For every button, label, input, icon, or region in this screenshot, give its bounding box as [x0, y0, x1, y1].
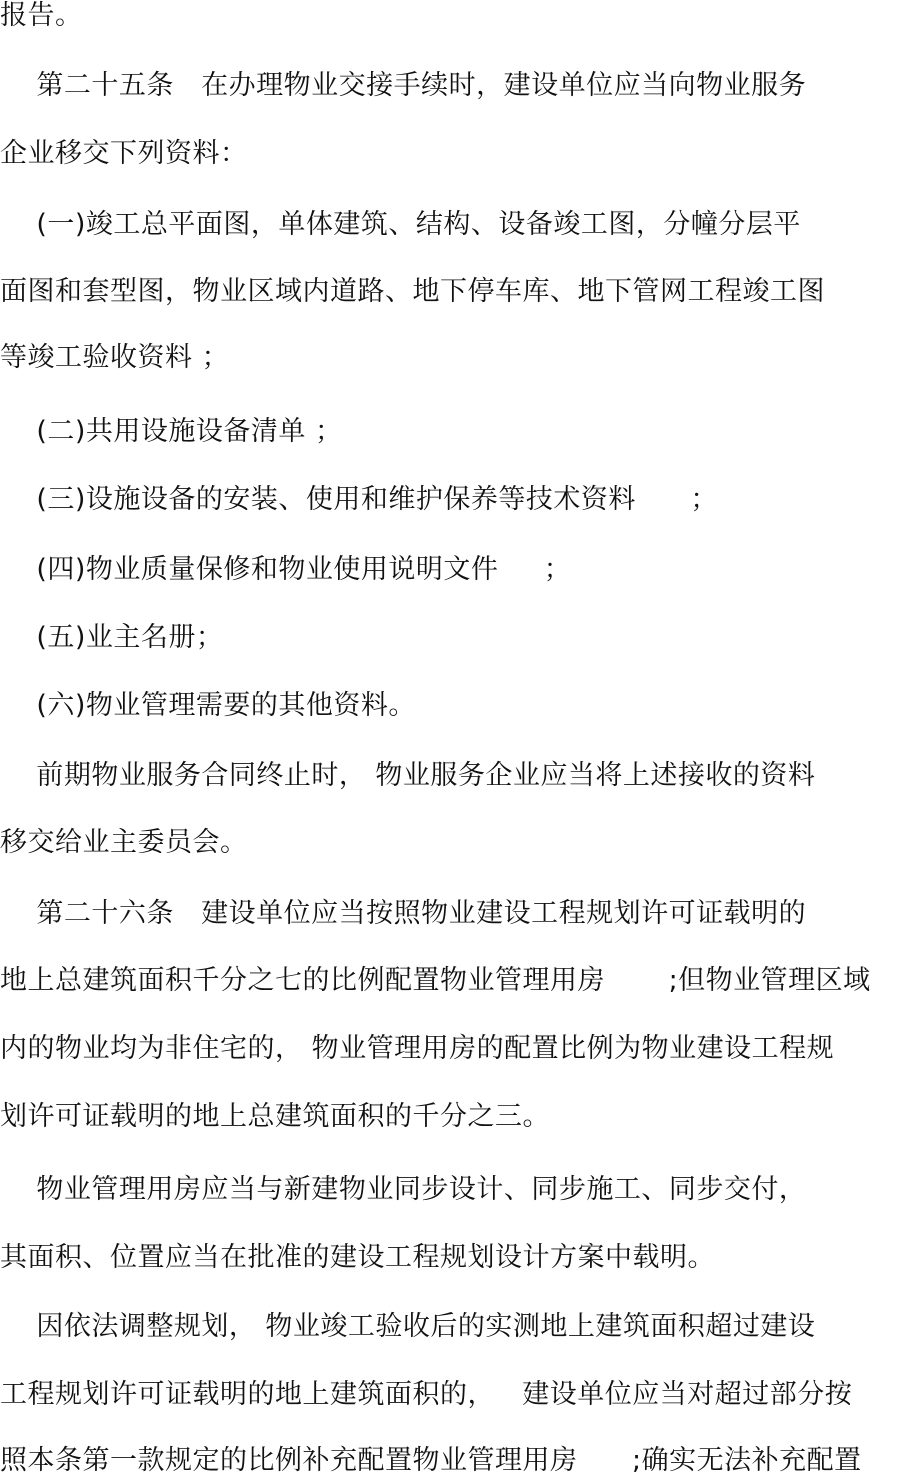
text-line: 移交给业主委员会。	[0, 827, 248, 858]
text-line: 因依法调整规划， 物业竣工验收后的实测地上建筑面积超过建设	[0, 1311, 816, 1342]
text-line: (一)竣工总平面图，单体建筑、结构、设备竣工图，分幢分层平	[0, 209, 801, 240]
text-line: 照本条第一款规定的比例补充配置物业管理用房 ;确实无法补充配置	[0, 1445, 862, 1476]
text-line: 物业管理用房应当与新建物业同步设计、同步施工、同步交付，	[0, 1174, 807, 1205]
text-line: 等竣工验收资料 ；	[0, 342, 230, 373]
text-line: 报告。	[0, 0, 83, 31]
text-line: (六)物业管理需要的其他资料。	[0, 690, 416, 721]
text-line: 第二十六条 建设单位应当按照物业建设工程规划许可证载明的	[0, 898, 807, 929]
text-line: 划许可证载明的地上总建筑面积的千分之三。	[0, 1101, 550, 1132]
text-line: 第二十五条 在办理物业交接手续时，建设单位应当向物业服务	[0, 70, 807, 101]
text-line: (五)业主名册；	[0, 622, 224, 653]
text-line: 其面积、位置应当在批准的建设工程规划设计方案中载明。	[0, 1242, 715, 1273]
text-line: 地上总建筑面积千分之七的比例配置物业管理用房 ;但物业管理区域	[0, 965, 871, 996]
text-line: 内的物业均为非住宅的， 物业管理用房的配置比例为物业建设工程规	[0, 1033, 835, 1064]
text-line: 面图和套型图，物业区域内道路、地下停车库、地下管网工程竣工图	[0, 276, 825, 307]
text-line: 企业移交下列资料：	[0, 138, 248, 169]
text-line: (二)共用设施设备清单 ；	[0, 416, 343, 447]
text-line: 工程规划许可证载明的地上建筑面积的， 建设单位应当对超过部分按	[0, 1379, 853, 1410]
text-line: 前期物业服务合同终止时， 物业服务企业应当将上述接收的资料	[0, 760, 816, 791]
text-line: (三)设施设备的安装、使用和维护保养等技术资料 ；	[0, 484, 718, 515]
text-line: (四)物业质量保修和物业使用说明文件 ；	[0, 554, 572, 585]
